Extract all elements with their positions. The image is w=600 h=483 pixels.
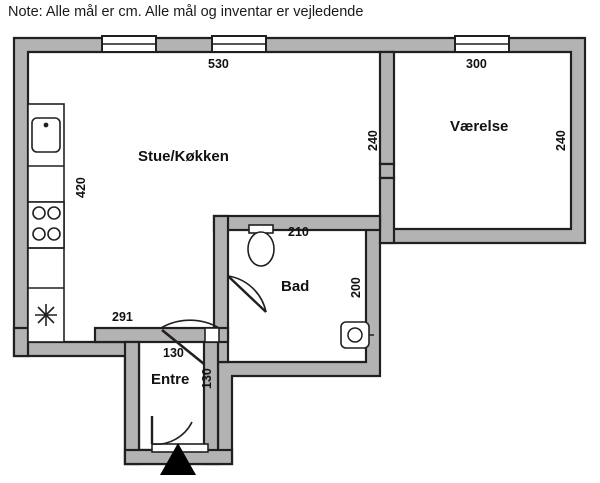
left-wall-lower xyxy=(14,328,28,356)
bath-door xyxy=(228,276,266,312)
walls-layer xyxy=(14,38,585,464)
dimension-200: 200 xyxy=(349,277,363,298)
dimension-291: 291 xyxy=(112,310,133,324)
interior-wall-vertical-lower xyxy=(380,178,394,243)
toilet-icon xyxy=(248,225,274,266)
room-label-bad: Bad xyxy=(281,278,310,295)
dimension-130-horizontal: 130 xyxy=(163,346,184,360)
dimension-210: 210 xyxy=(288,225,309,239)
floor-plan-svg xyxy=(0,26,600,478)
floor-plan xyxy=(0,26,600,478)
dimension-420: 420 xyxy=(74,177,88,198)
appliance-star-icon xyxy=(35,304,57,326)
room-label-stue-kokken: Stue/Køkken xyxy=(138,148,229,165)
note-text: Note: Alle mål er cm. Alle mål og inventar er vejledende xyxy=(8,4,364,20)
dimension-530: 530 xyxy=(208,57,229,71)
dimension-130-vertical: 130 xyxy=(200,368,214,389)
dimension-240-right: 240 xyxy=(554,130,568,151)
dimension-240-left: 240 xyxy=(366,130,380,151)
outer-wall xyxy=(14,38,585,464)
room-label-entre: Entre xyxy=(151,371,190,388)
interior-wall-vertical-upper xyxy=(380,52,394,164)
dimension-300: 300 xyxy=(466,57,487,71)
room-label-vaerelse: Værelse xyxy=(450,118,509,135)
bathroom-sink-icon xyxy=(341,322,374,348)
kitchen-fixtures-layer xyxy=(28,104,64,342)
interior-wall-stub xyxy=(380,164,394,178)
sink-tap-icon xyxy=(44,123,49,128)
entre-left-wall xyxy=(125,342,139,464)
